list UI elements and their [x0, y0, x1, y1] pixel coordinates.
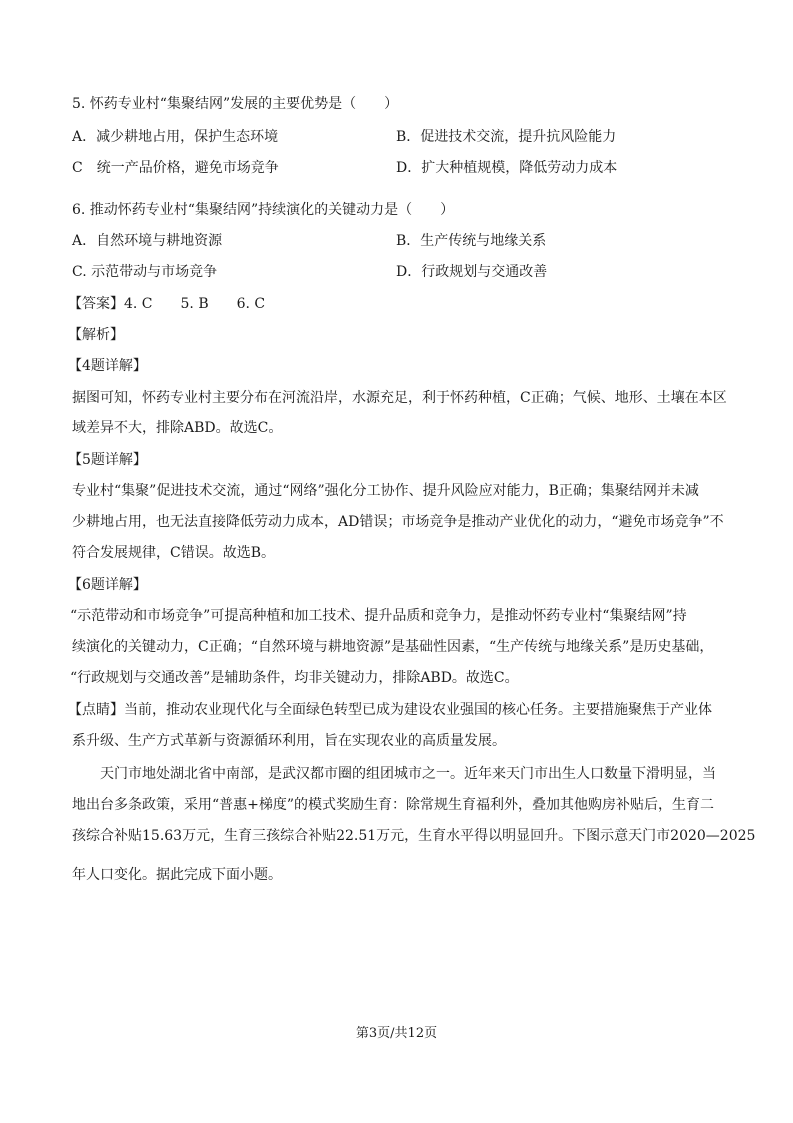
detail6-line-3: “行政规划与交通改善”是辅助条件，均非关键动力，排除ABD。故选C。: [70, 670, 519, 686]
q6-option-d: D．行政规划与交通改善: [396, 264, 548, 280]
detail6-title: 【6题详解】: [68, 577, 147, 593]
q6-stem: 6. 推动怀药专业村“集聚结网”持续演化的关键动力是（ ）: [72, 202, 455, 218]
detail4-line-1: 据图可知，怀药专业村主要分布在河流沿岸，水源充足，利于怀药种植，C正确；气候、地形、土壤在本区: [72, 390, 727, 406]
detail5-title: 【5题详解】: [68, 452, 147, 468]
detail4-line-2: 域差异不大，排除ABD。故选C。: [72, 420, 283, 436]
point-line-2: 系升级、生产方式革新与资源循环利用，旨在实现农业的高质量发展。: [72, 733, 506, 749]
point-line-1: 【点睛】当前，推动农业现代化与全面绿色转型已成为建设农业强国的核心任务。主要措施聚焦于产业体: [68, 702, 712, 718]
q5-option-c: C 统一产品价格，避免市场竞争: [72, 160, 279, 176]
detail6-line-1: “示范带动和市场竞争”可提高种植和加工技术、提升品质和竞争力，是推动怀药专业村“集聚结网”持: [70, 608, 687, 624]
detail5-line-3: 符合发展规律，C错误。故选B。: [72, 545, 275, 561]
detail5-line-2: 少耕地占用，也无法直接降低劳动力成本，AD错误；市场竞争是推动产业优化的动力，“避免市场竞争”不: [72, 514, 724, 530]
q5-option-a: A．减少耕地占用，保护生态环境: [72, 129, 279, 145]
passage-line-3: 孩综合补贴15.63万元，生育三孩综合补贴22.51万元，生育水平得以明显回升。下图示意天门市2020—2025: [72, 828, 756, 844]
q6-option-b: B．生产传统与地缘关系: [396, 233, 547, 249]
passage-line-1: 天门市地处湖北省中南部，是武汉都市圈的组团城市之一。近年来天门市出生人口数量下滑明显，当: [100, 766, 716, 782]
detail6-line-2: 续演化的关键动力，C正确；“自然环境与耕地资源”是基础性因素，“生产传统与地缘关系”是历史基础，: [72, 639, 714, 655]
q5-option-b: B．促进技术交流，提升抗风险能力: [396, 129, 617, 145]
answer-line: 【答案】4. C 5. B 6. C: [68, 296, 266, 312]
detail4-title: 【4题详解】: [68, 358, 147, 374]
q5-stem: 5. 怀药专业村“集聚结网”发展的主要优势是（ ）: [72, 96, 399, 112]
page-number: 第3页/共12页: [355, 1026, 438, 1041]
q5-option-d: D．扩大种植规模，降低劳动力成本: [396, 160, 618, 176]
passage-line-2: 地出台多条政策，采用“普惠+梯度”的模式奖励生育：除常规生育福利外，叠加其他购房补贴后，生育二: [72, 797, 715, 813]
detail5-line-1: 专业村“集聚”促进技术交流，通过“网络”强化分工协作、提升风险应对能力，B正确；集聚结网并未减: [72, 483, 699, 499]
analysis-label: 【解析】: [68, 327, 124, 343]
passage-line-4: 年人口变化。据此完成下面小题。: [72, 867, 282, 883]
q6-option-a: A．自然环境与耕地资源: [72, 233, 223, 249]
q6-option-c: C. 示范带动与市场竞争: [72, 264, 218, 280]
